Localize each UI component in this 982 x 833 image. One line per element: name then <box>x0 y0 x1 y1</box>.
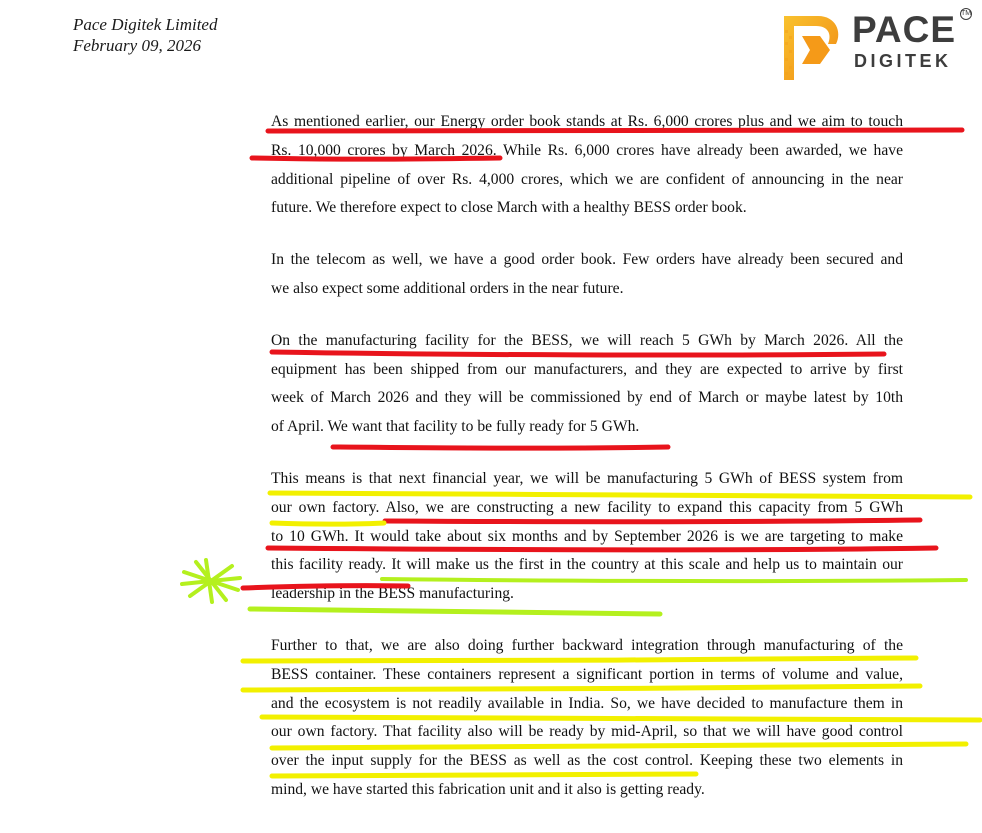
text-line: over the input supply for the BESS as well as the cost control. Keeping these two elements in <box>271 752 903 770</box>
text-line: our own factory. That facility also will be ready by mid-April, so that we will have good control <box>271 723 903 741</box>
text-line: leadership in the BESS manufacturing. <box>271 585 514 603</box>
text-line: mind, we have started this fabrication unit and it also is getting ready. <box>271 780 705 798</box>
text-line: we also expect some additional orders in the near future. <box>271 279 624 297</box>
pace-logo-icon <box>780 10 850 82</box>
text-line: and the ecosystem is not readily available in India. So, we have decided to manufacture them in <box>271 694 903 712</box>
text-line: week of March 2026 and they will be commissioned by end of March or maybe latest by 10th <box>271 389 903 407</box>
letter-date: February 09, 2026 <box>73 36 201 55</box>
paragraph-telecom <box>271 246 903 304</box>
paragraph-backward-integration <box>271 632 903 805</box>
text-line: BESS container. These containers represent a significant portion in terms of volume and value, <box>271 665 903 683</box>
text-line: As mentioned earlier, our Energy order book stands at Rs. 6,000 crores plus and we aim to touch <box>271 113 903 130</box>
trademark-badge: TM <box>960 8 972 20</box>
letterhead <box>73 14 217 56</box>
text-line: Rs. 10,000 crores by March 2026. While Rs. 6,000 crores have already been awarded, we have <box>271 141 903 159</box>
text-line: On the manufacturing facility for the BESS, we will reach 5 GWh by March 2026. All the <box>271 331 903 349</box>
company-logo <box>780 8 980 88</box>
text-line: Further to that, we are also doing further backward integration through manufacturing of the <box>271 636 903 654</box>
text-line: our own factory. Also, we are constructing a new facility to expand this capacity from 5 GWh <box>271 498 903 516</box>
star-doodle-icon <box>182 560 240 602</box>
logo-word-pace: PACE <box>852 9 957 50</box>
text-line: additional pipeline of over Rs. 4,000 crores, which we are confident of announcing in the near <box>271 170 903 188</box>
paragraph-manufacturing-facility <box>271 327 903 442</box>
paragraph-capacity-expansion <box>271 465 903 609</box>
text-line: of April. We want that facility to be fully ready for 5 GWh. <box>271 418 640 436</box>
text-line: In the telecom as well, we have a good order book. Few orders have already been secured and <box>271 251 903 269</box>
text-line: equipment has been shipped from our manufacturers, and they are expected to arrive by first <box>271 360 903 378</box>
company-name: Pace Digitek Limited <box>73 15 218 34</box>
text-line: to 10 GWh. It would take about six months and by September 2026 is we are targeting to make <box>271 527 903 545</box>
text-line: future. We therefore expect to close March with a healthy BESS order book. <box>271 199 747 217</box>
paragraph-energy-order-book <box>271 108 903 223</box>
text-line: this facility ready. It will make us the first in the country at this scale and help us to maintain our <box>271 556 903 574</box>
letter-body <box>271 108 903 828</box>
logo-word-digitek: DIGITEK <box>854 51 952 71</box>
text-line: This means is that next financial year, we will be manufacturing 5 GWh of BESS system from <box>271 469 903 487</box>
